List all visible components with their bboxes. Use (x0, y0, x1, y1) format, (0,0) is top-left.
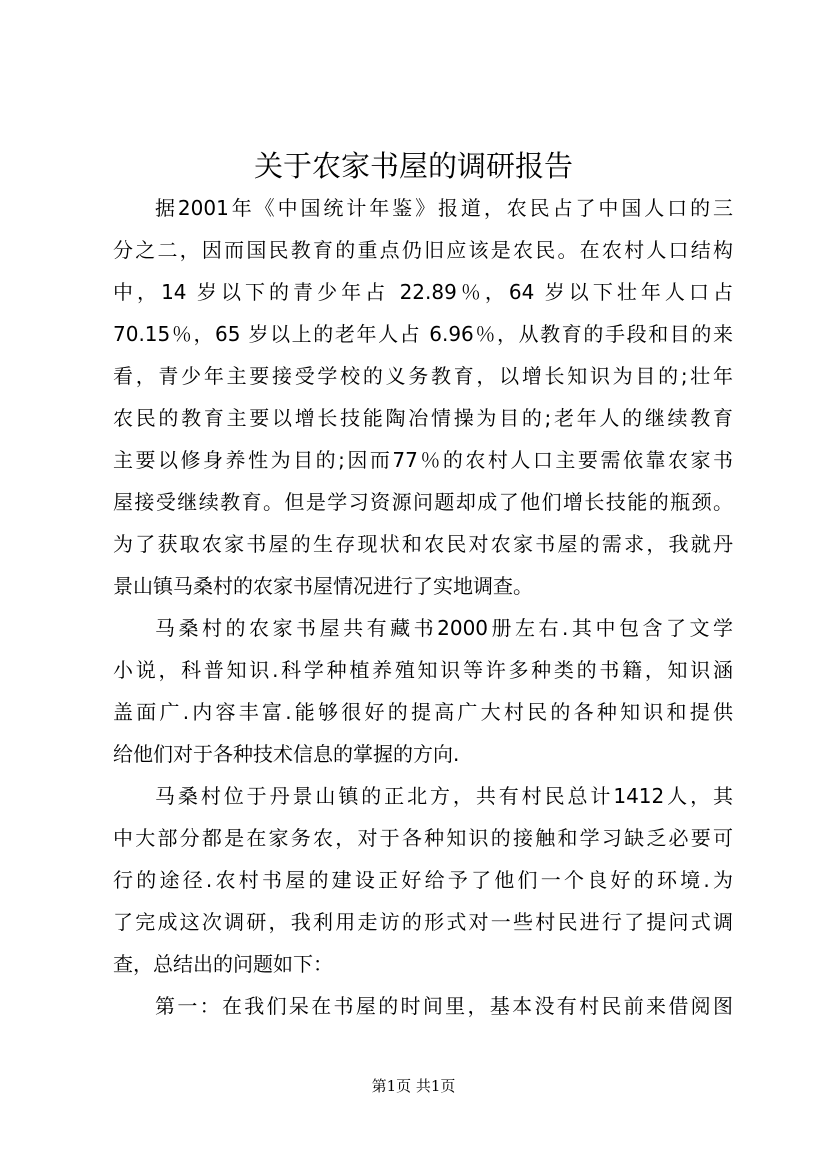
paragraph-3-line: 行的途径.农村书屋的建设正好给予了他们一个良好的环境.为 (113, 868, 733, 892)
paragraph-1-line: 为了获取农家书屋的生存现状和农民对农家书屋的需求，我就丹 (113, 532, 733, 556)
paragraph-2-line: 给他们对于各种技术信息的掌握的方向. (113, 742, 460, 766)
paragraph-3-line: 马桑村位于丹景山镇的正北方，共有村民总计1412人，其 (155, 784, 733, 808)
document-body (113, 187, 733, 1027)
paragraph-1-line: 据2001年《中国统计年鉴》报道，农民占了中国人口的三 (155, 196, 733, 220)
paragraph-4-line: 第一：在我们呆在书屋的时间里，基本没有村民前来借阅图 (155, 994, 733, 1018)
paragraph-1-line: 屋接受继续教育。但是学习资源问题却成了他们增长技能的瓶颈。 (113, 490, 733, 514)
paragraph-2-line: 盖面广.内容丰富.能够很好的提高广大村民的各种知识和提供 (113, 700, 733, 724)
paragraph-1-line: 看，青少年主要接受学校的义务教育，以增长知识为目的;壮年 (113, 364, 733, 388)
paragraph-1-line: 分之二，因而国民教育的重点仍旧应该是农民。在农村人口结构 (113, 238, 733, 262)
paragraph-3-line: 了完成这次调研，我利用走访的形式对一些村民进行了提问式调 (113, 910, 733, 934)
paragraph-3-line: 查，总结出的问题如下： (113, 952, 333, 976)
paragraph-1-line: 农民的教育主要以增长技能陶冶情操为目的;老年人的继续教育 (113, 406, 733, 430)
paragraph-1-line: 中，14 岁以下的青少年占 22.89％，64 岁以下壮年人口占 (113, 280, 733, 304)
paragraph-2-line: 马桑村的农家书屋共有藏书2000册左右.其中包含了文学 (155, 616, 733, 640)
page-footer: 第1页 共1页 (371, 1077, 456, 1095)
paragraph-3-line: 中大部分都是在家务农，对于各种知识的接触和学习缺乏必要可 (113, 826, 733, 850)
paragraph-1-line: 主要以修身养性为目的;因而77％的农村人口主要需依靠农家书 (113, 448, 733, 472)
paragraph-2-line: 小说，科普知识.科学种植养殖知识等许多种类的书籍，知识涵 (113, 658, 733, 682)
paragraph-1-line: 景山镇马桑村的农家书屋情况进行了实地调查。 (113, 574, 533, 598)
paragraph-1-line: 70.15％，65 岁以上的老年人占 6.96％，从教育的手段和目的来 (113, 322, 733, 346)
document-title: 关于农家书屋的调研报告 (253, 149, 573, 183)
